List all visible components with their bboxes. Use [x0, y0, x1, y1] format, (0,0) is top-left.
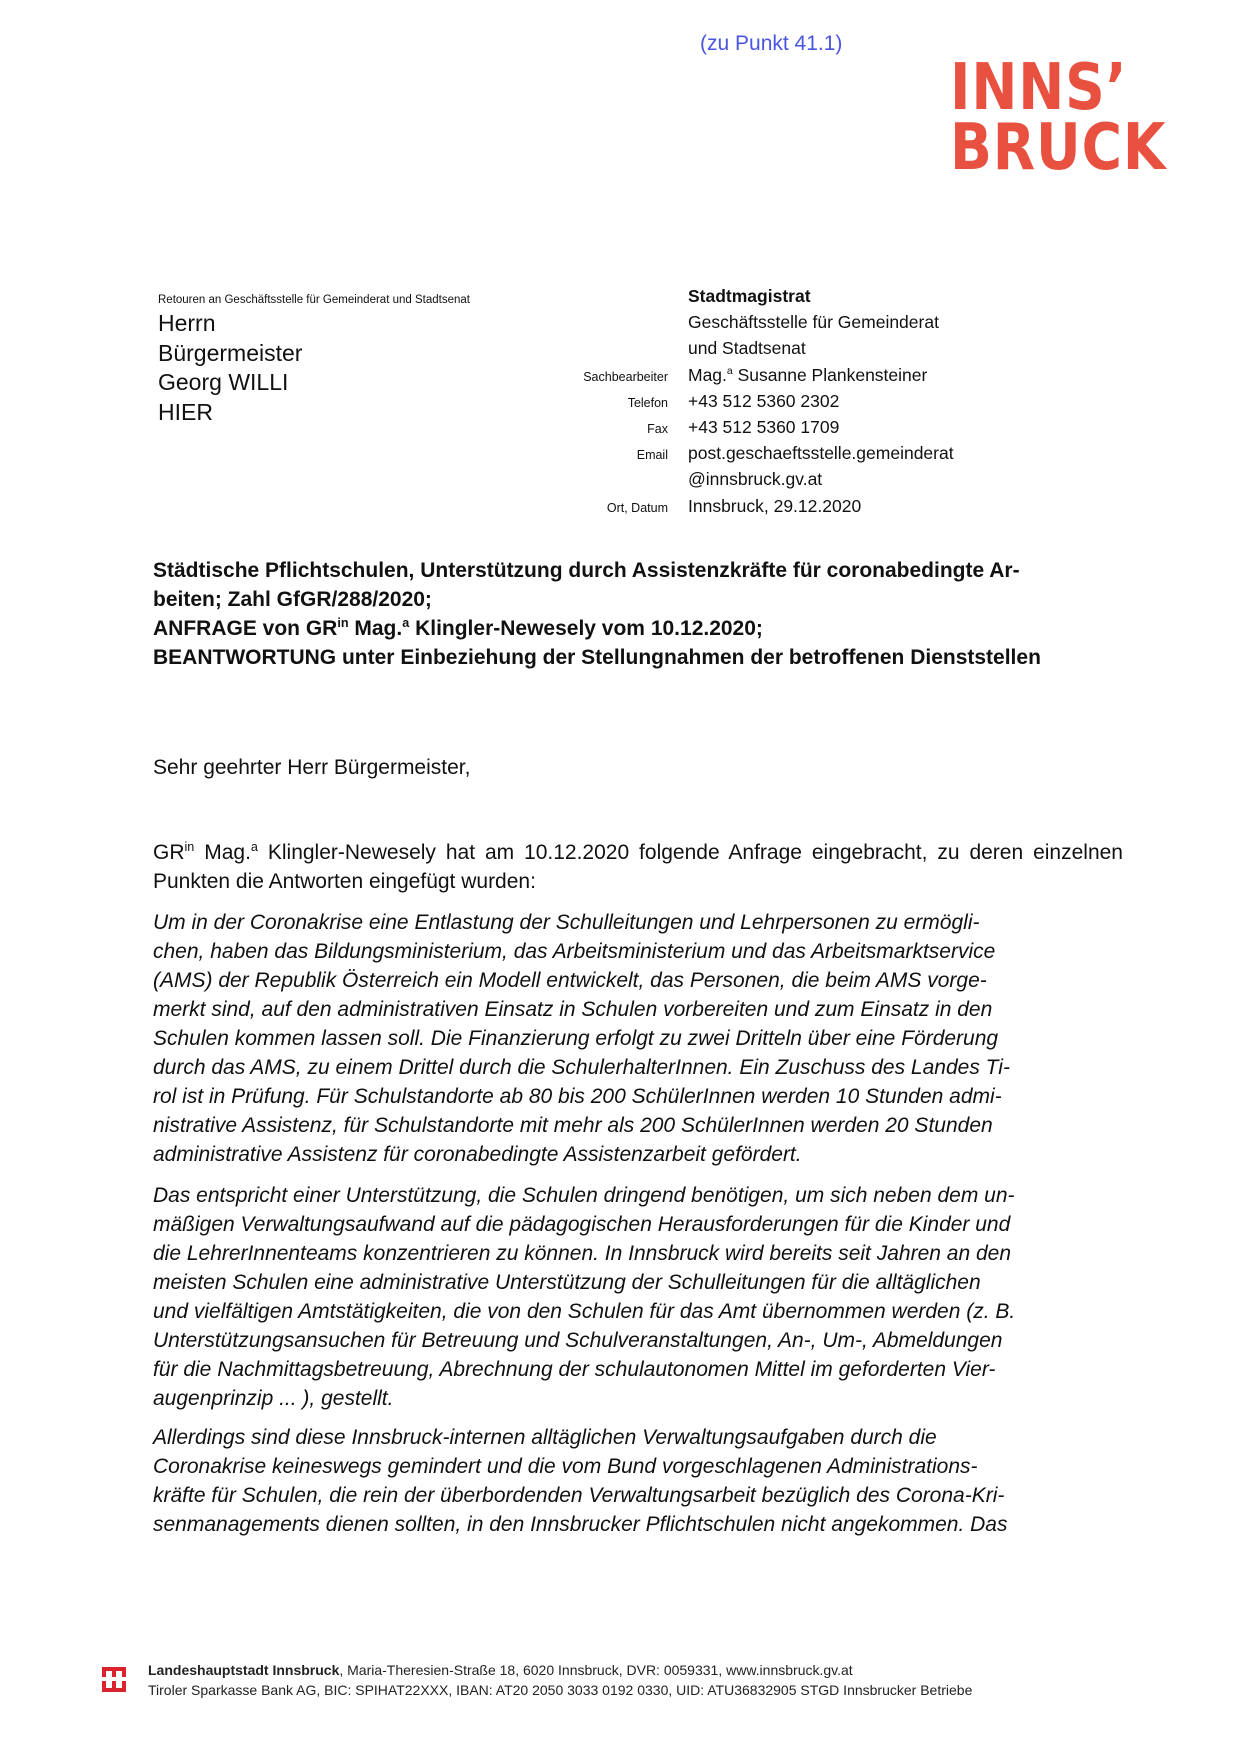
fax-value: +43 512 5360 1709	[688, 416, 840, 437]
logo-line-1: INNS’	[950, 51, 1128, 125]
salutation: Sehr geehrter Herr Bürgermeister,	[153, 756, 471, 779]
sender-org-row	[540, 286, 1100, 312]
sender-field-clerk	[540, 365, 1100, 391]
sender-dept-line-1: Geschäftsstelle für Gemeinderat	[688, 312, 939, 333]
logo-line-2: BRUCK	[950, 111, 1167, 185]
sender-block	[540, 286, 1100, 522]
footer-line-2: Tiroler Sparkasse Bank AG, BIC: SPIHAT22XXX, IBAN: AT20 2050 3033 0192 0330, UID: ATU36832905 STGD Innsbrucker Betriebe	[148, 1682, 973, 1698]
sender-org: Stadtmagistrat	[688, 286, 811, 306]
quoted-paragraph-1: Um in der Coronakrise eine Entlastung der Schulleitungen und Lehrpersonen zu ermögli- chen, haben das Bildungsministerium, das Arbeitsministerium und das Arbeitsmarktservice (AMS) der Republik Österreich ein Modell entwickelt, das Personen, die beim AMS vorge- merkt sind, auf den administrativen Einsatz in Schulen vorbereiten und zum Einsatz in den Schulen kommen lassen soll. Die Finanzierung erfolgt zu zwei Dritteln über eine Förderung durch das AMS, zu einem Drittel durch die SchulerhalterInnen. Ein Zuschuss des Landes Ti- rol ist in Prüfung. Für Schulstandorte ab 80 bis 200 SchülerInnen werden 10 Stunden admi- nistrative Assistenz, für Schulstandorte mit mehr als 200 SchülerInnen werden 20 Stunden administrative Assistenz für coronabedingte Assistenzarbeit gefördert.	[153, 911, 1010, 1166]
page-footer	[100, 1662, 1200, 1702]
innsbruck-crest-icon	[100, 1664, 128, 1696]
quoted-paragraph-3: Allerdings sind diese Innsbruck-internen alltäglichen Verwaltungsaufgaben durch die Coronakrise keineswegs gemindert und die vom Bund vorgeschlagenen Administrations- kräfte für Schulen, die rein der überbordenden Verwaltungsarbeit bezüglich des Corona-Kri- senmanagements dienen sollten, in den Innsbrucker Pflichtschulen nicht angekommen. Das	[153, 1426, 1008, 1536]
subject-heading	[153, 556, 1133, 672]
agenda-reference-note: (zu Punkt 41.1)	[700, 32, 843, 55]
innsbruck-logo	[950, 51, 1190, 185]
footer-line-1: Landeshauptstadt Innsbruck, Maria-Theresien-Straße 18, 6020 Innsbruck, DVR: 0059331, www.innsbruck.gv.at	[148, 1662, 853, 1678]
quoted-paragraph-2: Das entspricht einer Unterstützung, die Schulen dringend benötigen, um sich neben dem un- mäßigen Verwaltungsaufwand auf die pädagogischen Herausforderungen für die Kinder und die LehrerInnenteams konzentrieren zu können. In Innsbruck wird bereits seit Jahren an den meisten Schulen eine administrative Unterstützung der Schulleitungen für die alltäglichen und vielfältigen Amtstätigkeiten, die von den Schulen für das Amt übernommen werden (z. B. Unterstützungsansuchen für Betreuung und Schulveranstaltungen, An-, Um-, Abmeldungen für die Nachmittagsbetreuung, Abrechnung der schulautonomen Mittel im geforderten Vier- augenprinzip ... ), gestellt.	[153, 1184, 1016, 1410]
subject-line: ANFRAGE von $GR^{in}$ Mag.$^a$ Klingler-Newesely vom 10.12.2020;	[153, 616, 763, 640]
recipient-line: Georg WILLI	[158, 369, 289, 395]
sender-field-email	[540, 443, 1100, 469]
sender-dept-line-2: und Stadtsenat	[688, 338, 806, 359]
phone-value: +43 512 5360 2302	[688, 390, 840, 411]
sender-field-fax	[540, 417, 1100, 443]
sender-field-date	[540, 496, 1100, 522]
subject-line: beiten; Zahl GfGR/288/2020;	[153, 588, 432, 611]
field-label: Sachbearbeiter	[583, 369, 668, 384]
field-label: Fax	[647, 421, 668, 436]
subject-line: BEANTWORTUNG unter Einbeziehung der Stellungnahmen der betroffenen Dienststellen	[153, 646, 1041, 669]
email-value-line-2: @innsbruck.gv.at	[688, 469, 823, 490]
recipient-line: HIER	[158, 398, 213, 425]
field-label: Telefon	[627, 395, 668, 410]
clerk-name: Mag.$^a$ Susanne Plankensteiner	[688, 364, 928, 385]
subject-line: Städtische Pflichtschulen, Unterstützung durch Assistenzkräfte für coronabedingte Ar-	[153, 559, 1020, 582]
recipient-line: Herrn	[158, 310, 216, 336]
intro-paragraph: $GR^{in}$ Mag.$^a$ Klingler-Newesely hat am 10.12.2020 folgende Anfrage eingebracht, zu deren einzelnen Punkten die Antworten eingefügt wurden:	[153, 840, 1123, 893]
place-date-value: Innsbruck, 29.12.2020	[688, 495, 862, 516]
recipient-address	[158, 309, 302, 427]
field-label: Ort, Datum	[606, 500, 668, 515]
recipient-line: Bürgermeister	[158, 339, 303, 366]
sender-field-phone	[540, 391, 1100, 417]
return-address-line: Retouren an Geschäftsstelle für Gemeinderat und Stadtsenat	[158, 294, 470, 306]
email-value-line-1: post.geschaeftsstelle.gemeinderat	[688, 443, 954, 464]
field-label: Email	[636, 448, 668, 463]
